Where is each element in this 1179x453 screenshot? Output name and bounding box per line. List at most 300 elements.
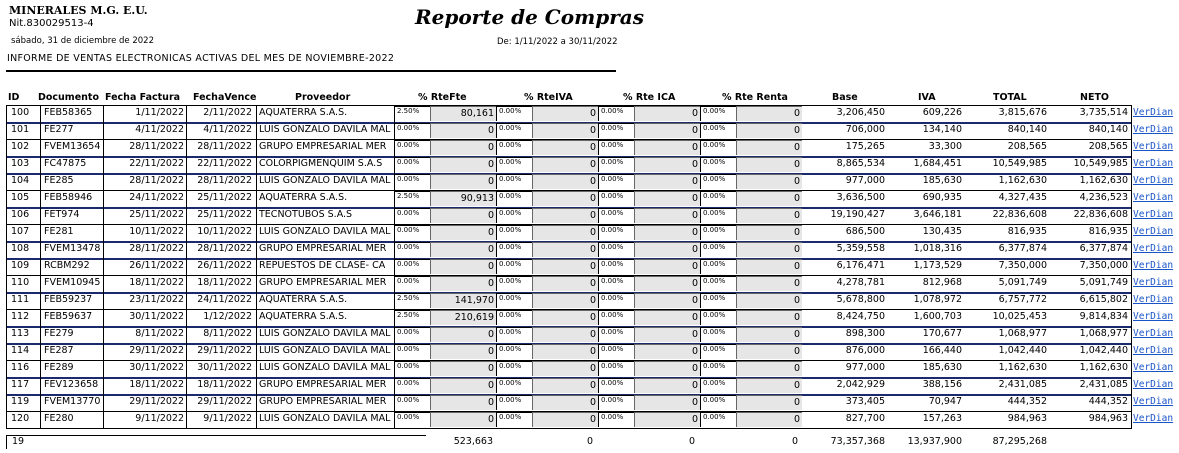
table-row: [0, 105, 1179, 122]
row-id: 102: [11, 141, 30, 152]
row-rterenta-percent: 0.00%: [700, 361, 736, 376]
row-left-border: [6, 377, 7, 394]
row-rtefte-percent: 2.50%: [394, 106, 430, 121]
row-proveedor: AQUATERRA S.A.S.: [259, 107, 348, 118]
row-proveedor: COLORPIGMENQUIM S.A.S: [259, 158, 383, 169]
row-rteica-percent: 0.00%: [598, 293, 634, 308]
table-row: [0, 173, 1179, 190]
row-total: 6,757,772: [998, 294, 1047, 305]
row-documento: FE281: [44, 226, 74, 237]
row-left-border: [6, 122, 7, 139]
row-rterenta-percent: 0.00%: [700, 310, 736, 325]
row-iva: 388,156: [922, 379, 962, 390]
row-fecha-factura: 22/11/2022: [129, 158, 184, 169]
row-documento: FEV123658: [44, 379, 99, 390]
row-base: 5,678,800: [836, 294, 885, 305]
row-column-rule: [186, 309, 187, 326]
row-fecha-vence: 26/11/2022: [197, 260, 252, 271]
row-fecha-factura: 30/11/2022: [129, 311, 184, 322]
row-column-rule: [186, 190, 187, 207]
row-rterenta-percent: 0.00%: [700, 327, 736, 342]
row-rteiva-value: 0: [532, 395, 598, 410]
row-documento: FVEM13654: [44, 141, 101, 152]
row-rterenta-percent: 0.00%: [700, 174, 736, 189]
row-right-border: [1131, 360, 1132, 377]
ver-dian-link[interactable]: VerDian: [1133, 328, 1174, 339]
row-fecha-factura: 18/11/2022: [129, 277, 184, 288]
row-rteiva-value: 0: [532, 174, 598, 189]
row-left-border: [6, 394, 7, 411]
row-iva: 170,677: [922, 328, 962, 339]
row-rteica-value: 0: [634, 123, 700, 138]
row-proveedor: GRUPO EMPRESARIAL MER: [259, 243, 387, 254]
row-left-border: [6, 224, 7, 241]
row-rteiva-value: 0: [532, 293, 598, 308]
row-rtefte-value: 0: [430, 412, 496, 427]
row-base: 2,042,929: [836, 379, 885, 390]
row-right-border: [1131, 258, 1132, 275]
ver-dian-link[interactable]: VerDian: [1133, 345, 1174, 356]
row-rtefte-percent: 0.00%: [394, 276, 430, 291]
row-fecha-vence: 25/11/2022: [197, 192, 252, 203]
row-rteica-percent: 0.00%: [598, 276, 634, 291]
row-proveedor: LUIS GONZALO DAVILA MAL: [259, 413, 391, 424]
row-base: 8,865,534: [836, 158, 885, 169]
col-documento: Documento: [38, 92, 99, 103]
footer-iva: 13,937,900: [907, 436, 962, 447]
row-column-rule: [40, 105, 41, 122]
row-left-border: [6, 139, 7, 156]
row-documento: FEB59237: [44, 294, 93, 305]
row-base: 6,176,471: [836, 260, 885, 271]
row-neto: 22,836,608: [1073, 209, 1128, 220]
row-total: 10,025,453: [992, 311, 1047, 322]
row-iva: 134,140: [922, 124, 962, 135]
row-column-rule: [40, 411, 41, 428]
ver-dian-link[interactable]: VerDian: [1133, 294, 1174, 305]
footer-rteica: 0: [688, 436, 695, 447]
ver-dian-link[interactable]: VerDian: [1133, 141, 1174, 152]
row-neto: 984,963: [1088, 413, 1128, 424]
table-row: [0, 156, 1179, 173]
row-total: 1,068,977: [998, 328, 1047, 339]
row-rteica-percent: 0.00%: [598, 208, 634, 223]
row-neto: 1,162,630: [1079, 362, 1128, 373]
row-base: 8,424,750: [836, 311, 885, 322]
table-row: [0, 394, 1179, 411]
row-rterenta-value: 0: [736, 174, 802, 189]
col-iva: IVA: [918, 92, 936, 103]
row-rteica-value: 0: [634, 310, 700, 325]
row-proveedor: LUIS GONZALO DAVILA MAL: [259, 124, 391, 135]
company-nit: Nit.830029513-4: [9, 18, 94, 29]
row-rtefte-percent: 0.00%: [394, 378, 430, 393]
row-base: 19,190,427: [830, 209, 885, 220]
row-total: 6,377,874: [998, 243, 1047, 254]
row-rtefte-value: 0: [430, 157, 496, 172]
row-column-rule: [256, 173, 257, 190]
row-id: 112: [11, 311, 30, 322]
report-date: sábado, 31 de diciembre de 2022: [11, 36, 154, 46]
row-rteiva-percent: 0.00%: [496, 293, 532, 308]
row-column-rule: [256, 360, 257, 377]
row-column-rule: [40, 343, 41, 360]
row-rteica-value: 0: [634, 327, 700, 342]
row-rteiva-percent: 0.00%: [496, 395, 532, 410]
row-fecha-vence: 18/11/2022: [197, 379, 252, 390]
row-base: 706,000: [845, 124, 885, 135]
ver-dian-link[interactable]: VerDian: [1133, 175, 1174, 186]
row-left-border: [6, 360, 7, 377]
row-rterenta-percent: 0.00%: [700, 123, 736, 138]
row-rteiva-value: 0: [532, 276, 598, 291]
row-rtefte-percent: 2.50%: [394, 310, 430, 325]
row-rterenta-value: 0: [736, 242, 802, 257]
row-base: 898,300: [845, 328, 885, 339]
row-total: 1,042,440: [998, 345, 1047, 356]
row-column-rule: [256, 139, 257, 156]
col-id: ID: [8, 92, 20, 103]
ver-dian-link[interactable]: VerDian: [1133, 362, 1174, 373]
row-rterenta-percent: 0.00%: [700, 293, 736, 308]
row-rteiva-percent: 0.00%: [496, 276, 532, 291]
row-rteiva-percent: 0.00%: [496, 327, 532, 342]
row-column-rule: [256, 326, 257, 343]
row-fecha-vence: 29/11/2022: [197, 345, 252, 356]
row-neto: 816,935: [1088, 226, 1128, 237]
row-fecha-factura: 8/11/2022: [135, 328, 184, 339]
row-rteiva-value: 0: [532, 106, 598, 121]
row-fecha-factura: 28/11/2022: [129, 141, 184, 152]
row-rterenta-percent: 0.00%: [700, 106, 736, 121]
row-rtefte-percent: 0.00%: [394, 140, 430, 155]
row-fecha-factura: 28/11/2022: [129, 243, 184, 254]
row-rterenta-percent: 0.00%: [700, 225, 736, 240]
row-column-rule: [186, 377, 187, 394]
row-rteica-value: 0: [634, 412, 700, 427]
table-footer: [0, 436, 1179, 450]
row-fecha-vence: 8/11/2022: [203, 328, 252, 339]
ver-dian-link[interactable]: VerDian: [1133, 192, 1174, 203]
row-column-rule: [40, 224, 41, 241]
row-column-rule: [186, 241, 187, 258]
row-rtefte-percent: 0.00%: [394, 412, 430, 427]
row-right-border: [1131, 394, 1132, 411]
col-rteica: % Rte ICA: [623, 92, 676, 103]
row-rteica-percent: 0.00%: [598, 310, 634, 325]
row-total: 4,327,435: [998, 192, 1047, 203]
row-rteica-percent: 0.00%: [598, 327, 634, 342]
row-rteiva-value: 0: [532, 242, 598, 257]
table-header: [0, 92, 1179, 105]
row-iva: 130,435: [922, 226, 962, 237]
row-fecha-factura: 18/11/2022: [129, 379, 184, 390]
row-iva: 157,263: [922, 413, 962, 424]
row-fecha-factura: 24/11/2022: [129, 192, 184, 203]
row-documento: FET974: [44, 209, 80, 220]
ver-dian-link[interactable]: VerDian: [1133, 413, 1174, 424]
row-id: 103: [11, 158, 30, 169]
table-row: [0, 122, 1179, 139]
row-left-border: [6, 190, 7, 207]
table-row: [0, 207, 1179, 224]
row-id: 119: [11, 396, 30, 407]
row-total: 1,162,630: [998, 175, 1047, 186]
table-row: [0, 377, 1179, 394]
row-proveedor: TECNOTUBOS S.A.S: [259, 209, 353, 220]
row-rterenta-percent: 0.00%: [700, 259, 736, 274]
row-left-border: [6, 156, 7, 173]
row-fecha-vence: 9/11/2022: [203, 413, 252, 424]
row-rteica-percent: 0.00%: [598, 140, 634, 155]
row-rterenta-percent: 0.00%: [700, 395, 736, 410]
row-column-rule: [256, 156, 257, 173]
row-rtefte-value: 0: [430, 225, 496, 240]
row-neto: 6,615,802: [1079, 294, 1128, 305]
ver-dian-link[interactable]: VerDian: [1133, 226, 1174, 237]
row-rteica-percent: 0.00%: [598, 106, 634, 121]
row-rtefte-percent: 2.50%: [394, 191, 430, 206]
row-rteiva-percent: 0.00%: [496, 174, 532, 189]
row-neto: 5,091,749: [1079, 277, 1128, 288]
row-left-border: [6, 326, 7, 343]
row-rteiva-value: 0: [532, 140, 598, 155]
table-row: [0, 258, 1179, 275]
row-column-rule: [256, 292, 257, 309]
row-left-border: [6, 241, 7, 258]
row-rteiva-percent: 0.00%: [496, 378, 532, 393]
row-rteica-value: 0: [634, 140, 700, 155]
ver-dian-link[interactable]: VerDian: [1133, 311, 1174, 322]
row-rteiva-percent: 0.00%: [496, 344, 532, 359]
row-column-rule: [40, 258, 41, 275]
row-rteiva-percent: 0.00%: [496, 140, 532, 155]
ver-dian-link[interactable]: VerDian: [1133, 379, 1174, 390]
row-right-border: [1131, 377, 1132, 394]
row-rterenta-value: 0: [736, 293, 802, 308]
row-right-border: [1131, 156, 1132, 173]
row-neto: 840,140: [1088, 124, 1128, 135]
row-rterenta-value: 0: [736, 412, 802, 427]
row-column-rule: [186, 156, 187, 173]
row-iva: 185,630: [922, 362, 962, 373]
row-total: 208,565: [1007, 141, 1047, 152]
row-iva: 33,300: [928, 141, 962, 152]
row-rterenta-value: 0: [736, 259, 802, 274]
ver-dian-link[interactable]: VerDian: [1133, 243, 1174, 254]
ver-dian-link[interactable]: VerDian: [1133, 396, 1174, 407]
col-fecha-vence: FechaVence: [193, 92, 257, 103]
row-neto: 2,431,085: [1079, 379, 1128, 390]
row-rterenta-percent: 0.00%: [700, 344, 736, 359]
row-fecha-vence: 28/11/2022: [197, 175, 252, 186]
row-column-rule: [256, 394, 257, 411]
row-rteica-percent: 0.00%: [598, 123, 634, 138]
row-left-border: [6, 105, 7, 122]
row-rteiva-value: 0: [532, 225, 598, 240]
row-fecha-factura: 25/11/2022: [129, 209, 184, 220]
row-column-rule: [186, 139, 187, 156]
ver-dian-link[interactable]: VerDian: [1133, 277, 1174, 288]
row-fecha-vence: 29/11/2022: [197, 396, 252, 407]
row-rtefte-value: 0: [430, 276, 496, 291]
row-column-rule: [186, 122, 187, 139]
row-fecha-vence: 4/11/2022: [203, 124, 252, 135]
ver-dian-link[interactable]: VerDian: [1133, 158, 1174, 169]
row-proveedor: AQUATERRA S.A.S.: [259, 294, 348, 305]
row-rtefte-percent: 0.00%: [394, 395, 430, 410]
row-rteica-value: 0: [634, 191, 700, 206]
row-column-rule: [186, 292, 187, 309]
col-total: TOTAL: [993, 92, 1027, 103]
footer-rteiva: 0: [586, 436, 593, 447]
row-base: 876,000: [845, 345, 885, 356]
row-right-border: [1131, 292, 1132, 309]
row-column-rule: [40, 292, 41, 309]
row-iva: 1,684,451: [913, 158, 962, 169]
row-rtefte-value: 0: [430, 140, 496, 155]
row-rterenta-percent: 0.00%: [700, 276, 736, 291]
row-rteiva-percent: 0.00%: [496, 310, 532, 325]
date-range: De: 1/11/2022 a 30/11/2022: [497, 37, 618, 47]
row-rteiva-percent: 0.00%: [496, 242, 532, 257]
row-id: 111: [11, 294, 30, 305]
footer-base: 73,357,368: [830, 436, 885, 447]
row-proveedor: GRUPO EMPRESARIAL MER: [259, 141, 387, 152]
row-documento: FE289: [44, 362, 74, 373]
row-proveedor: GRUPO EMPRESARIAL MER: [259, 379, 387, 390]
row-separator: [6, 428, 1132, 429]
row-total: 22,836,608: [992, 209, 1047, 220]
row-proveedor: REPUESTOS DE CLASE- CA: [259, 260, 386, 271]
row-base: 977,000: [845, 175, 885, 186]
col-proveedor: Proveedor: [295, 92, 351, 103]
row-rterenta-value: 0: [736, 191, 802, 206]
row-neto: 7,350,000: [1079, 260, 1128, 271]
row-id: 101: [11, 124, 30, 135]
row-rteica-percent: 0.00%: [598, 412, 634, 427]
ver-dian-link[interactable]: VerDian: [1133, 124, 1174, 135]
row-documento: RCBM292: [44, 260, 90, 271]
row-rteiva-value: 0: [532, 412, 598, 427]
row-column-rule: [186, 258, 187, 275]
row-rteiva-value: 0: [532, 361, 598, 376]
table-row: [0, 190, 1179, 207]
row-rterenta-percent: 0.00%: [700, 140, 736, 155]
row-documento: FVEM10945: [44, 277, 101, 288]
col-rteiva: % RteIVA: [524, 92, 573, 103]
row-total: 2,431,085: [998, 379, 1047, 390]
row-rteica-percent: 0.00%: [598, 157, 634, 172]
table-row: [0, 360, 1179, 377]
row-rteica-value: 0: [634, 344, 700, 359]
row-rteica-value: 0: [634, 208, 700, 223]
row-total: 10,549,985: [992, 158, 1047, 169]
row-right-border: [1131, 139, 1132, 156]
footer-count: 19: [12, 436, 25, 447]
row-rtefte-value: 0: [430, 242, 496, 257]
row-fecha-vence: 1/12/2022: [203, 311, 252, 322]
row-proveedor: LUIS GONZALO DAVILA MAL: [259, 175, 391, 186]
row-total: 984,963: [1007, 413, 1047, 424]
row-base: 373,405: [845, 396, 885, 407]
ver-dian-link[interactable]: VerDian: [1133, 260, 1174, 271]
row-iva: 166,440: [922, 345, 962, 356]
row-rteica-percent: 0.00%: [598, 225, 634, 240]
row-documento: FEB58946: [44, 192, 93, 203]
row-right-border: [1131, 326, 1132, 343]
row-right-border: [1131, 173, 1132, 190]
row-rteiva-value: 0: [532, 157, 598, 172]
row-rtefte-value: 90,913: [430, 191, 496, 206]
row-column-rule: [40, 394, 41, 411]
row-rterenta-value: 0: [736, 395, 802, 410]
row-fecha-vence: 25/11/2022: [197, 209, 252, 220]
row-rteiva-percent: 0.00%: [496, 225, 532, 240]
row-column-rule: [40, 309, 41, 326]
row-column-rule: [40, 190, 41, 207]
row-column-rule: [186, 326, 187, 343]
row-id: 110: [11, 277, 30, 288]
row-rteiva-percent: 0.00%: [496, 191, 532, 206]
row-total: 3,815,676: [998, 107, 1047, 118]
row-column-rule: [40, 122, 41, 139]
row-left-border: [6, 411, 7, 428]
row-fecha-factura: 30/11/2022: [129, 362, 184, 373]
row-rteiva-value: 0: [532, 344, 598, 359]
row-column-rule: [256, 343, 257, 360]
row-rtefte-percent: 0.00%: [394, 361, 430, 376]
row-rtefte-value: 141,970: [430, 293, 496, 308]
row-neto: 1,162,630: [1079, 175, 1128, 186]
row-right-border: [1131, 105, 1132, 122]
row-iva: 690,935: [922, 192, 962, 203]
row-left-border: [6, 343, 7, 360]
row-rteica-percent: 0.00%: [598, 259, 634, 274]
row-iva: 1,600,703: [913, 311, 962, 322]
row-fecha-vence: 28/11/2022: [197, 141, 252, 152]
row-rterenta-value: 0: [736, 140, 802, 155]
row-column-rule: [256, 190, 257, 207]
row-rteica-percent: 0.00%: [598, 395, 634, 410]
row-right-border: [1131, 309, 1132, 326]
row-rtefte-value: 0: [430, 208, 496, 223]
row-rtefte-value: 0: [430, 327, 496, 342]
row-rtefte-percent: 0.00%: [394, 225, 430, 240]
row-id: 105: [11, 192, 30, 203]
row-iva: 609,226: [922, 107, 962, 118]
row-rterenta-value: 0: [736, 361, 802, 376]
row-rteica-value: 0: [634, 174, 700, 189]
row-rterenta-value: 0: [736, 344, 802, 359]
row-rterenta-value: 0: [736, 123, 802, 138]
ver-dian-link[interactable]: VerDian: [1133, 107, 1174, 118]
row-rteiva-percent: 0.00%: [496, 412, 532, 427]
row-rteica-value: 0: [634, 157, 700, 172]
ver-dian-link[interactable]: VerDian: [1133, 209, 1174, 220]
row-rteica-value: 0: [634, 361, 700, 376]
row-rtefte-value: 0: [430, 378, 496, 393]
row-left-border: [6, 258, 7, 275]
row-total: 5,091,749: [998, 277, 1047, 288]
row-rterenta-value: 0: [736, 106, 802, 121]
row-rteica-percent: 0.00%: [598, 378, 634, 393]
row-documento: FVEM13770: [44, 396, 101, 407]
row-column-rule: [256, 258, 257, 275]
col-fecha-factura: Fecha Factura: [105, 92, 181, 103]
row-fecha-factura: 28/11/2022: [129, 175, 184, 186]
footer-total: 87,295,268: [992, 436, 1047, 447]
